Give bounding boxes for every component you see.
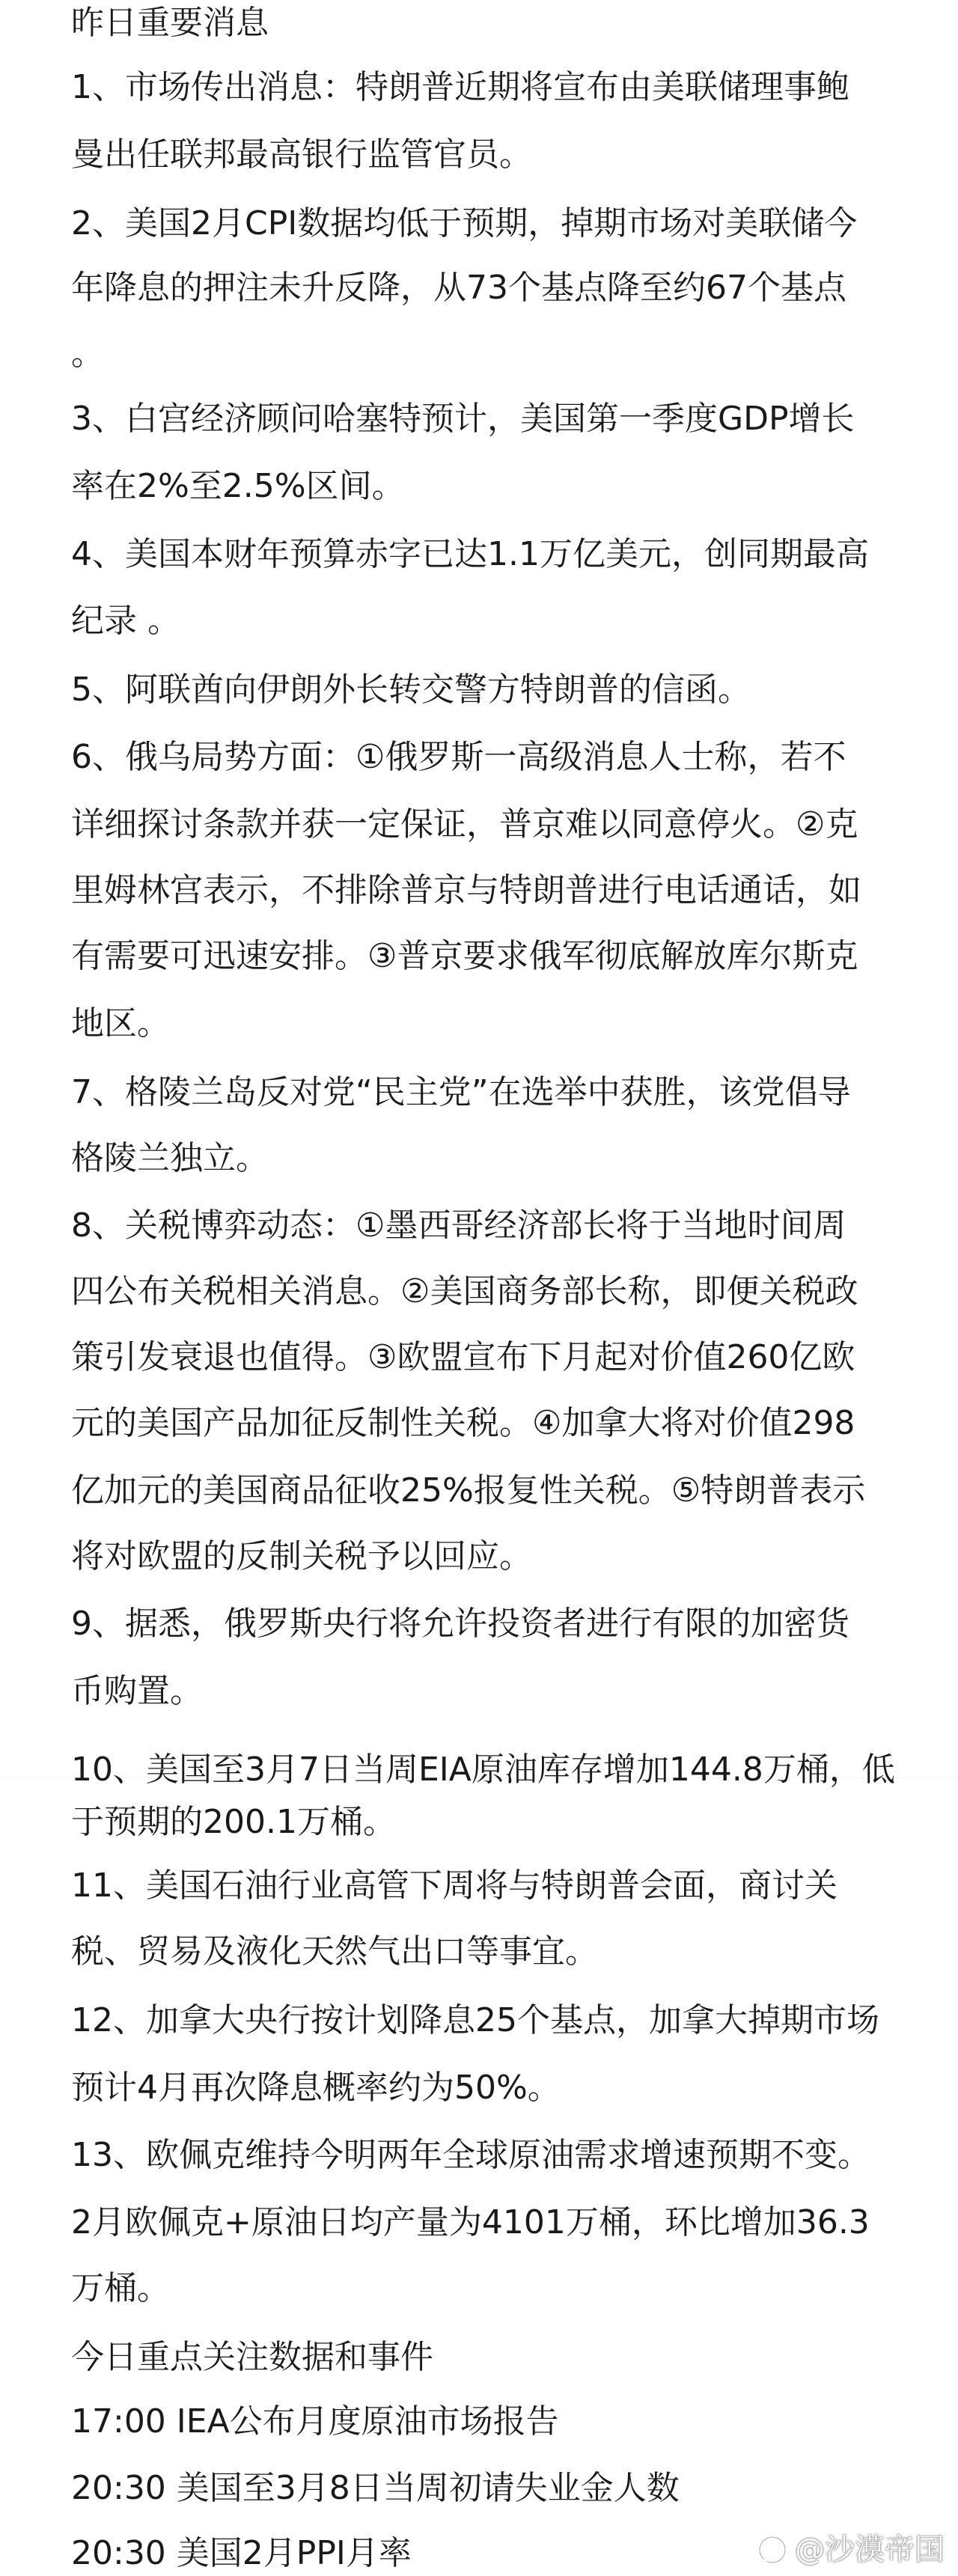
news-item-11-line-1: 11、美国石油行业高管下周将与特朗普会面，商讨关 — [71, 1867, 838, 1905]
watermark — [756, 2531, 945, 2569]
news-item-12-line-2: 预计4月再次降息概率约为50%。 — [71, 2069, 561, 2107]
news-item-2-line-3: 。 — [71, 335, 104, 373]
news-item-10-line-2: 于预期的200.1万桶。 — [71, 1803, 396, 1841]
event-item: 17:00 IEA公布月度原油市场报告 — [71, 2402, 559, 2441]
news-item-13-line-3: 万桶。 — [71, 2269, 170, 2307]
news-item-8-line-4: 元的美国产品加征反制性关税。④加拿大将对价值298 — [71, 1404, 855, 1442]
news-item-9-line-2: 币购置。 — [71, 1672, 203, 1710]
event-item: 20:30 美国至3月8日当周初请失业金人数 — [71, 2469, 680, 2507]
zhihu-logo-icon — [756, 2533, 789, 2566]
news-item-7-line-1: 7、格陵兰岛反对党“民主党”在选举中获胜，该党倡导 — [71, 1073, 851, 1111]
news-item-1-line-1: 1、市场传出消息：特朗普近期将宣布由美联储理事鲍 — [71, 68, 849, 106]
news-item-6-line-2: 详细探讨条款并获一定保证，普京难以同意停火。②克 — [71, 805, 858, 843]
news-item-7-line-2: 格陵兰独立。 — [71, 1139, 269, 1177]
news-item-8-line-3: 策引发衰退也值得。③欧盟宣布下月起对价值260亿欧 — [71, 1338, 855, 1376]
news-item-12-line-1: 12、加拿大央行按计划降息25个基点，加拿大掉期市场 — [71, 2001, 879, 2039]
news-item-8-line-2: 四公布关税相关消息。②美国商务部长称，即便关税政 — [71, 1272, 858, 1310]
news-item-6-line-3: 里姆林宫表示，不排除普京与特朗普进行电话通话，如 — [71, 871, 861, 909]
news-item-5-line-1: 5、阿联酋向伊朗外长转交警方特朗普的信函。 — [71, 671, 751, 709]
news-item-1-line-2: 曼出任联邦最高银行监管官员。 — [71, 135, 532, 174]
news-item-13-line-2: 2月欧佩克+原油日均产量为4101万桶，环比增加36.3 — [71, 2203, 870, 2241]
news-item-9-line-1: 9、据悉，俄罗斯央行将允许投资者进行有限的加密货 — [71, 1605, 849, 1643]
news-item-11-line-2: 税、贸易及液化天然气出口等事宜。 — [71, 1932, 598, 1971]
news-item-8-line-1: 8、关税博弈动态：①墨西哥经济部长将于当地时间周 — [71, 1206, 846, 1245]
news-item-8-line-5: 亿加元的美国商品征收25%报复性关税。⑤特朗普表示 — [71, 1471, 866, 1510]
news-item-3-line-1: 3、白宫经济顾问哈塞特预计，美国第一季度GDP增长 — [71, 400, 855, 438]
news-item-4-line-1: 4、美国本财年预算赤字已达1.1万亿美元，创同期最高 — [71, 535, 869, 573]
news-item-2-line-1: 2、美国2月CPI数据均低于预期，掉期市场对美联储今 — [71, 204, 858, 242]
news-item-4-line-2: 纪录 。 — [71, 602, 180, 640]
news-item-6-line-1: 6、俄乌局势方面：①俄罗斯一高级消息人士称，若不 — [71, 738, 846, 776]
heading-today: 今日重点关注数据和事件 — [71, 2338, 433, 2376]
watermark-text: @沙漠帝国 — [795, 2533, 945, 2567]
news-item-13-line-1: 13、欧佩克维持今明两年全球原油需求增速预期不变。 — [71, 2136, 870, 2174]
news-item-6-line-5: 地区。 — [71, 1004, 170, 1043]
news-item-10-line-1: 10、美国至3月7日当周EIA原油库存增加144.8万桶，低 — [71, 1751, 895, 1789]
news-item-8-line-6: 将对欧盟的反制关税予以回应。 — [71, 1537, 532, 1575]
news-item-3-line-2: 率在2%至2.5%区间。 — [71, 467, 405, 505]
news-item-2-line-2: 年降息的押注未升反降，从73个基点降至约67个基点 — [71, 269, 846, 307]
heading-yesterday: 昨日重要消息 — [71, 4, 269, 42]
event-item: 20:30 美国2月PPI月率 — [71, 2534, 412, 2572]
news-item-6-line-4: 有需要可迅速安排。③普京要求俄军彻底解放库尔斯克 — [71, 937, 858, 975]
